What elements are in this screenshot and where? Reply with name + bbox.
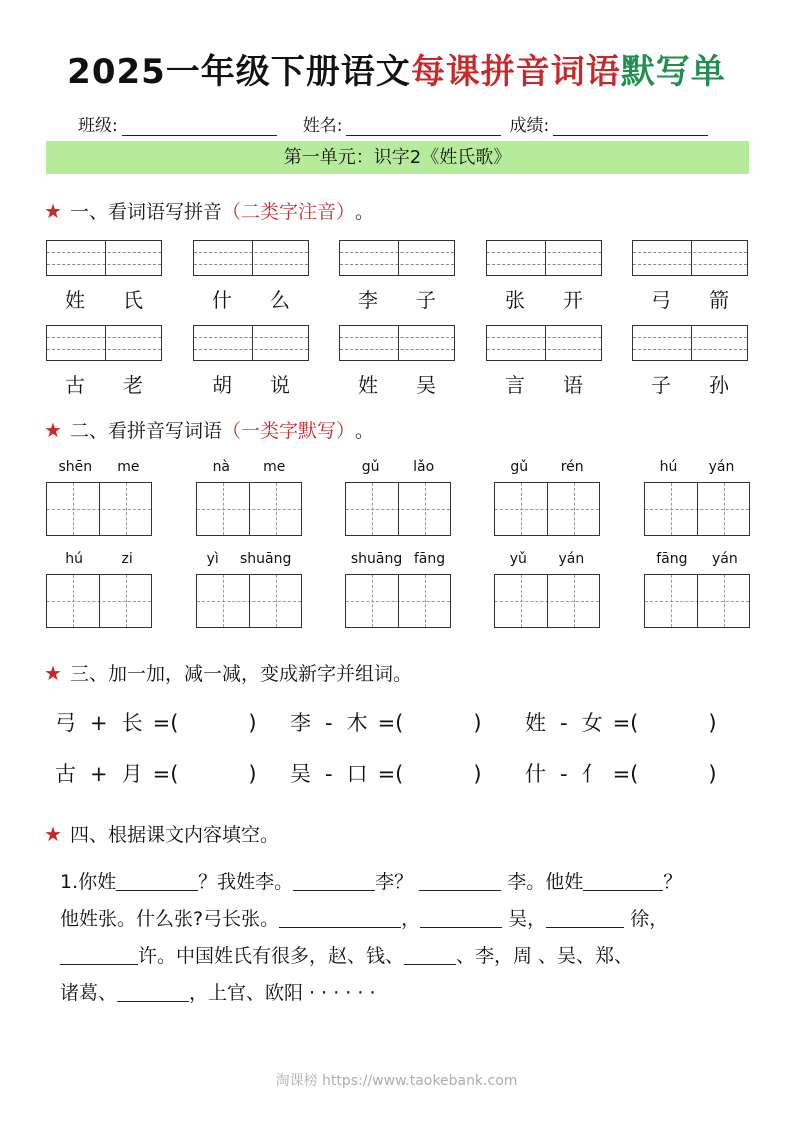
text: 他姓张。什么张?弓长张。 (60, 908, 280, 930)
text: 李。他姓 (507, 871, 584, 893)
word-char: 弓 (651, 288, 671, 312)
pinyin-syllable: fāng (413, 551, 446, 567)
pinyin-label (345, 459, 451, 475)
word-label (193, 284, 309, 313)
operator: + (90, 711, 108, 735)
operator: - (560, 762, 568, 786)
answer-blank[interactable] (419, 870, 501, 891)
pinyin-syllable: hú (65, 551, 83, 567)
passage-line-4 (60, 975, 740, 1012)
pinyin-writing-box[interactable] (339, 325, 455, 361)
pinyin-syllable: yán (558, 551, 585, 567)
word-char: 老 (123, 373, 143, 397)
star-icon: ★ (44, 198, 62, 223)
close-paren: ) (473, 762, 482, 786)
character-grid-box[interactable] (345, 574, 451, 628)
equation-char: 口 (346, 762, 368, 786)
character-grid-box[interactable] (46, 574, 152, 628)
close-paren: ) (708, 711, 717, 735)
pinyin-syllable: yì (206, 551, 219, 567)
word-label (46, 284, 162, 313)
name-label: 姓名: (302, 116, 343, 136)
word-char: 吴 (416, 373, 436, 397)
section-1-title: 一、看词语写拼音 (69, 201, 222, 223)
word-char: 子 (416, 288, 436, 312)
close-paren: ) (473, 711, 482, 735)
section-4-title: 四、根据课文内容填空。 (69, 824, 279, 846)
word-char: 古 (65, 373, 85, 397)
star-icon: ★ (44, 417, 62, 442)
word-label (632, 369, 748, 398)
word-label (339, 284, 455, 313)
text: 徐， (630, 908, 669, 930)
pinyin-syllable: gǔ (361, 459, 380, 475)
text: ？ (663, 871, 683, 893)
pinyin-writing-box[interactable] (486, 325, 602, 361)
name-field[interactable] (303, 111, 502, 136)
word-label (193, 369, 309, 398)
text: 李？ (375, 871, 414, 893)
answer-blank[interactable] (583, 870, 663, 891)
equation-char: 月 (121, 762, 143, 786)
pinyin-syllable: yán (712, 551, 738, 567)
equation-char: 李 (290, 711, 311, 735)
class-field[interactable] (78, 111, 277, 136)
operator: + (90, 762, 108, 786)
word-char: 什 (212, 288, 232, 312)
equation-char: 吴 (290, 762, 311, 786)
equation-char: 女 (581, 711, 603, 735)
pinyin-writing-box[interactable] (339, 240, 455, 276)
section-2-note: （一类字默写） (221, 420, 355, 442)
char-equation (55, 707, 257, 737)
passage-line-3 (60, 938, 740, 975)
text: 1.你姓 (60, 871, 117, 893)
pinyin-syllable: shēn (58, 459, 93, 475)
pinyin-label (644, 551, 750, 567)
pinyin-syllable: yán (708, 459, 735, 475)
pinyin-syllable: zi (121, 551, 133, 567)
pinyin-label (644, 459, 750, 475)
text: 、李，周 、吴、郑、 (456, 945, 634, 967)
char-equation (525, 707, 717, 737)
section-2-end: 。 (354, 420, 374, 442)
passage-line-2 (60, 901, 740, 938)
word-char: 语 (563, 373, 583, 397)
pinyin-label (345, 551, 451, 567)
passage-line-1 (60, 864, 740, 901)
fill-in-passage (60, 864, 740, 1012)
close-paren: ) (248, 762, 257, 786)
word-char: 箭 (709, 288, 729, 312)
open-paren: =( (377, 711, 404, 735)
answer-blank[interactable] (404, 944, 456, 965)
text: 吴， (508, 908, 547, 930)
equation-char: 古 (55, 762, 76, 786)
pinyin-syllable: me (117, 459, 140, 475)
answer-blank[interactable] (116, 870, 198, 891)
section-3-heading (44, 659, 412, 686)
char-equation (290, 758, 482, 788)
pinyin-syllable: gǔ (510, 459, 529, 475)
pinyin-label (46, 459, 152, 475)
operator: - (560, 711, 568, 735)
section-1-end: 。 (354, 201, 374, 223)
word-char: 胡 (212, 373, 232, 397)
section-4-heading (44, 820, 279, 847)
pinyin-writing-box[interactable] (193, 325, 309, 361)
word-label (339, 369, 455, 398)
section-3-title: 三、加一加，减一减，变成新字并组词。 (69, 663, 412, 685)
pinyin-syllable: nà (212, 459, 231, 475)
pinyin-writing-box[interactable] (632, 240, 748, 276)
class-blank[interactable] (122, 117, 277, 136)
answer-blank[interactable] (279, 907, 401, 928)
pinyin-label (196, 551, 302, 567)
open-paren: =( (612, 762, 639, 786)
title-part-3: 默写单 (620, 52, 726, 92)
pinyin-label (494, 459, 600, 475)
section-1-heading (44, 197, 374, 224)
equation-char: 弓 (55, 711, 76, 735)
char-equation (525, 758, 717, 788)
text: 诸葛、 (60, 982, 118, 1004)
word-label (46, 369, 162, 398)
word-char: 么 (270, 288, 290, 312)
char-equation (55, 758, 257, 788)
equation-char: 木 (346, 711, 368, 735)
equation-char: 什 (525, 762, 546, 786)
answer-blank[interactable] (546, 907, 624, 928)
page-title (0, 44, 793, 93)
open-paren: =( (152, 762, 179, 786)
pinyin-writing-box[interactable] (193, 240, 309, 276)
open-paren: =( (377, 762, 404, 786)
word-char: 李 (358, 288, 378, 312)
operator: - (325, 762, 333, 786)
pinyin-writing-box[interactable] (46, 240, 162, 276)
answer-blank[interactable] (60, 944, 138, 965)
pinyin-writing-box[interactable] (632, 325, 748, 361)
text: ，上官、欧阳 · · · · · · (189, 982, 376, 1004)
word-char: 开 (563, 288, 583, 312)
pinyin-syllable: rén (560, 459, 584, 475)
pinyin-writing-box[interactable] (46, 325, 162, 361)
title-part-1: 2025一年级下册语文 (67, 52, 411, 92)
pinyin-syllable: me (263, 459, 286, 475)
equation-char: 长 (121, 711, 143, 735)
pinyin-syllable: fāng (656, 551, 688, 567)
open-paren: =( (612, 711, 639, 735)
word-char: 说 (270, 373, 290, 397)
pinyin-writing-box[interactable] (486, 240, 602, 276)
character-grid-box[interactable] (196, 482, 302, 536)
pinyin-syllable: hú (659, 459, 678, 475)
score-blank[interactable] (553, 117, 708, 136)
character-grid-box[interactable] (345, 482, 451, 536)
text: 许。中国姓氏有很多，赵、钱、 (138, 945, 405, 967)
char-equation (290, 707, 482, 737)
character-grid-box[interactable] (46, 482, 152, 536)
pinyin-syllable: yǔ (509, 551, 527, 567)
word-char: 姓 (358, 373, 378, 397)
character-grid-box[interactable] (644, 482, 750, 536)
title-part-2: 每课拼音词语 (410, 52, 621, 92)
pinyin-syllable: lǎo (413, 459, 435, 475)
close-paren: ) (248, 711, 257, 735)
unit-banner: 第一单元：识字2《姓氏歌》 (46, 141, 749, 174)
word-char: 言 (505, 373, 525, 397)
operator: - (325, 711, 333, 735)
star-icon: ★ (44, 821, 62, 846)
class-label: 班级: (78, 116, 118, 136)
answer-blank[interactable] (420, 907, 502, 928)
word-label (486, 284, 602, 313)
word-label (486, 369, 602, 398)
character-grid-box[interactable] (494, 574, 600, 628)
word-label (632, 284, 748, 313)
character-grid-box[interactable] (196, 574, 302, 628)
score-label: 成绩: (509, 116, 550, 136)
word-char: 张 (505, 288, 525, 312)
close-paren: ) (708, 762, 717, 786)
equation-char: 姓 (525, 711, 546, 735)
answer-blank[interactable] (293, 870, 375, 891)
star-icon: ★ (44, 660, 62, 685)
student-info-row (78, 110, 743, 136)
equation-char: 亻 (581, 762, 603, 786)
pinyin-syllable: shuāng (239, 551, 292, 567)
answer-blank[interactable] (117, 981, 189, 1002)
word-char: 子 (651, 373, 671, 397)
word-char: 姓 (65, 288, 85, 312)
pinyin-syllable: shuāng (350, 551, 403, 567)
text: ？我姓李。 (198, 871, 294, 893)
section-1-note: （二类字注音） (221, 201, 355, 223)
watermark-text: 淘课榜 https://www.taokebank.com (275, 1073, 518, 1089)
text: ， (401, 908, 421, 930)
word-char: 孙 (709, 373, 729, 397)
character-grid-box[interactable] (494, 482, 600, 536)
section-2-heading (44, 416, 374, 443)
name-blank[interactable] (346, 117, 501, 136)
pinyin-label (196, 459, 302, 475)
score-field[interactable] (509, 111, 708, 136)
character-grid-box[interactable] (644, 574, 750, 628)
word-char: 氏 (123, 288, 143, 312)
pinyin-label (494, 551, 600, 567)
section-2-title: 二、看拼音写词语 (69, 420, 222, 442)
open-paren: =( (152, 711, 179, 735)
pinyin-label (46, 551, 152, 567)
